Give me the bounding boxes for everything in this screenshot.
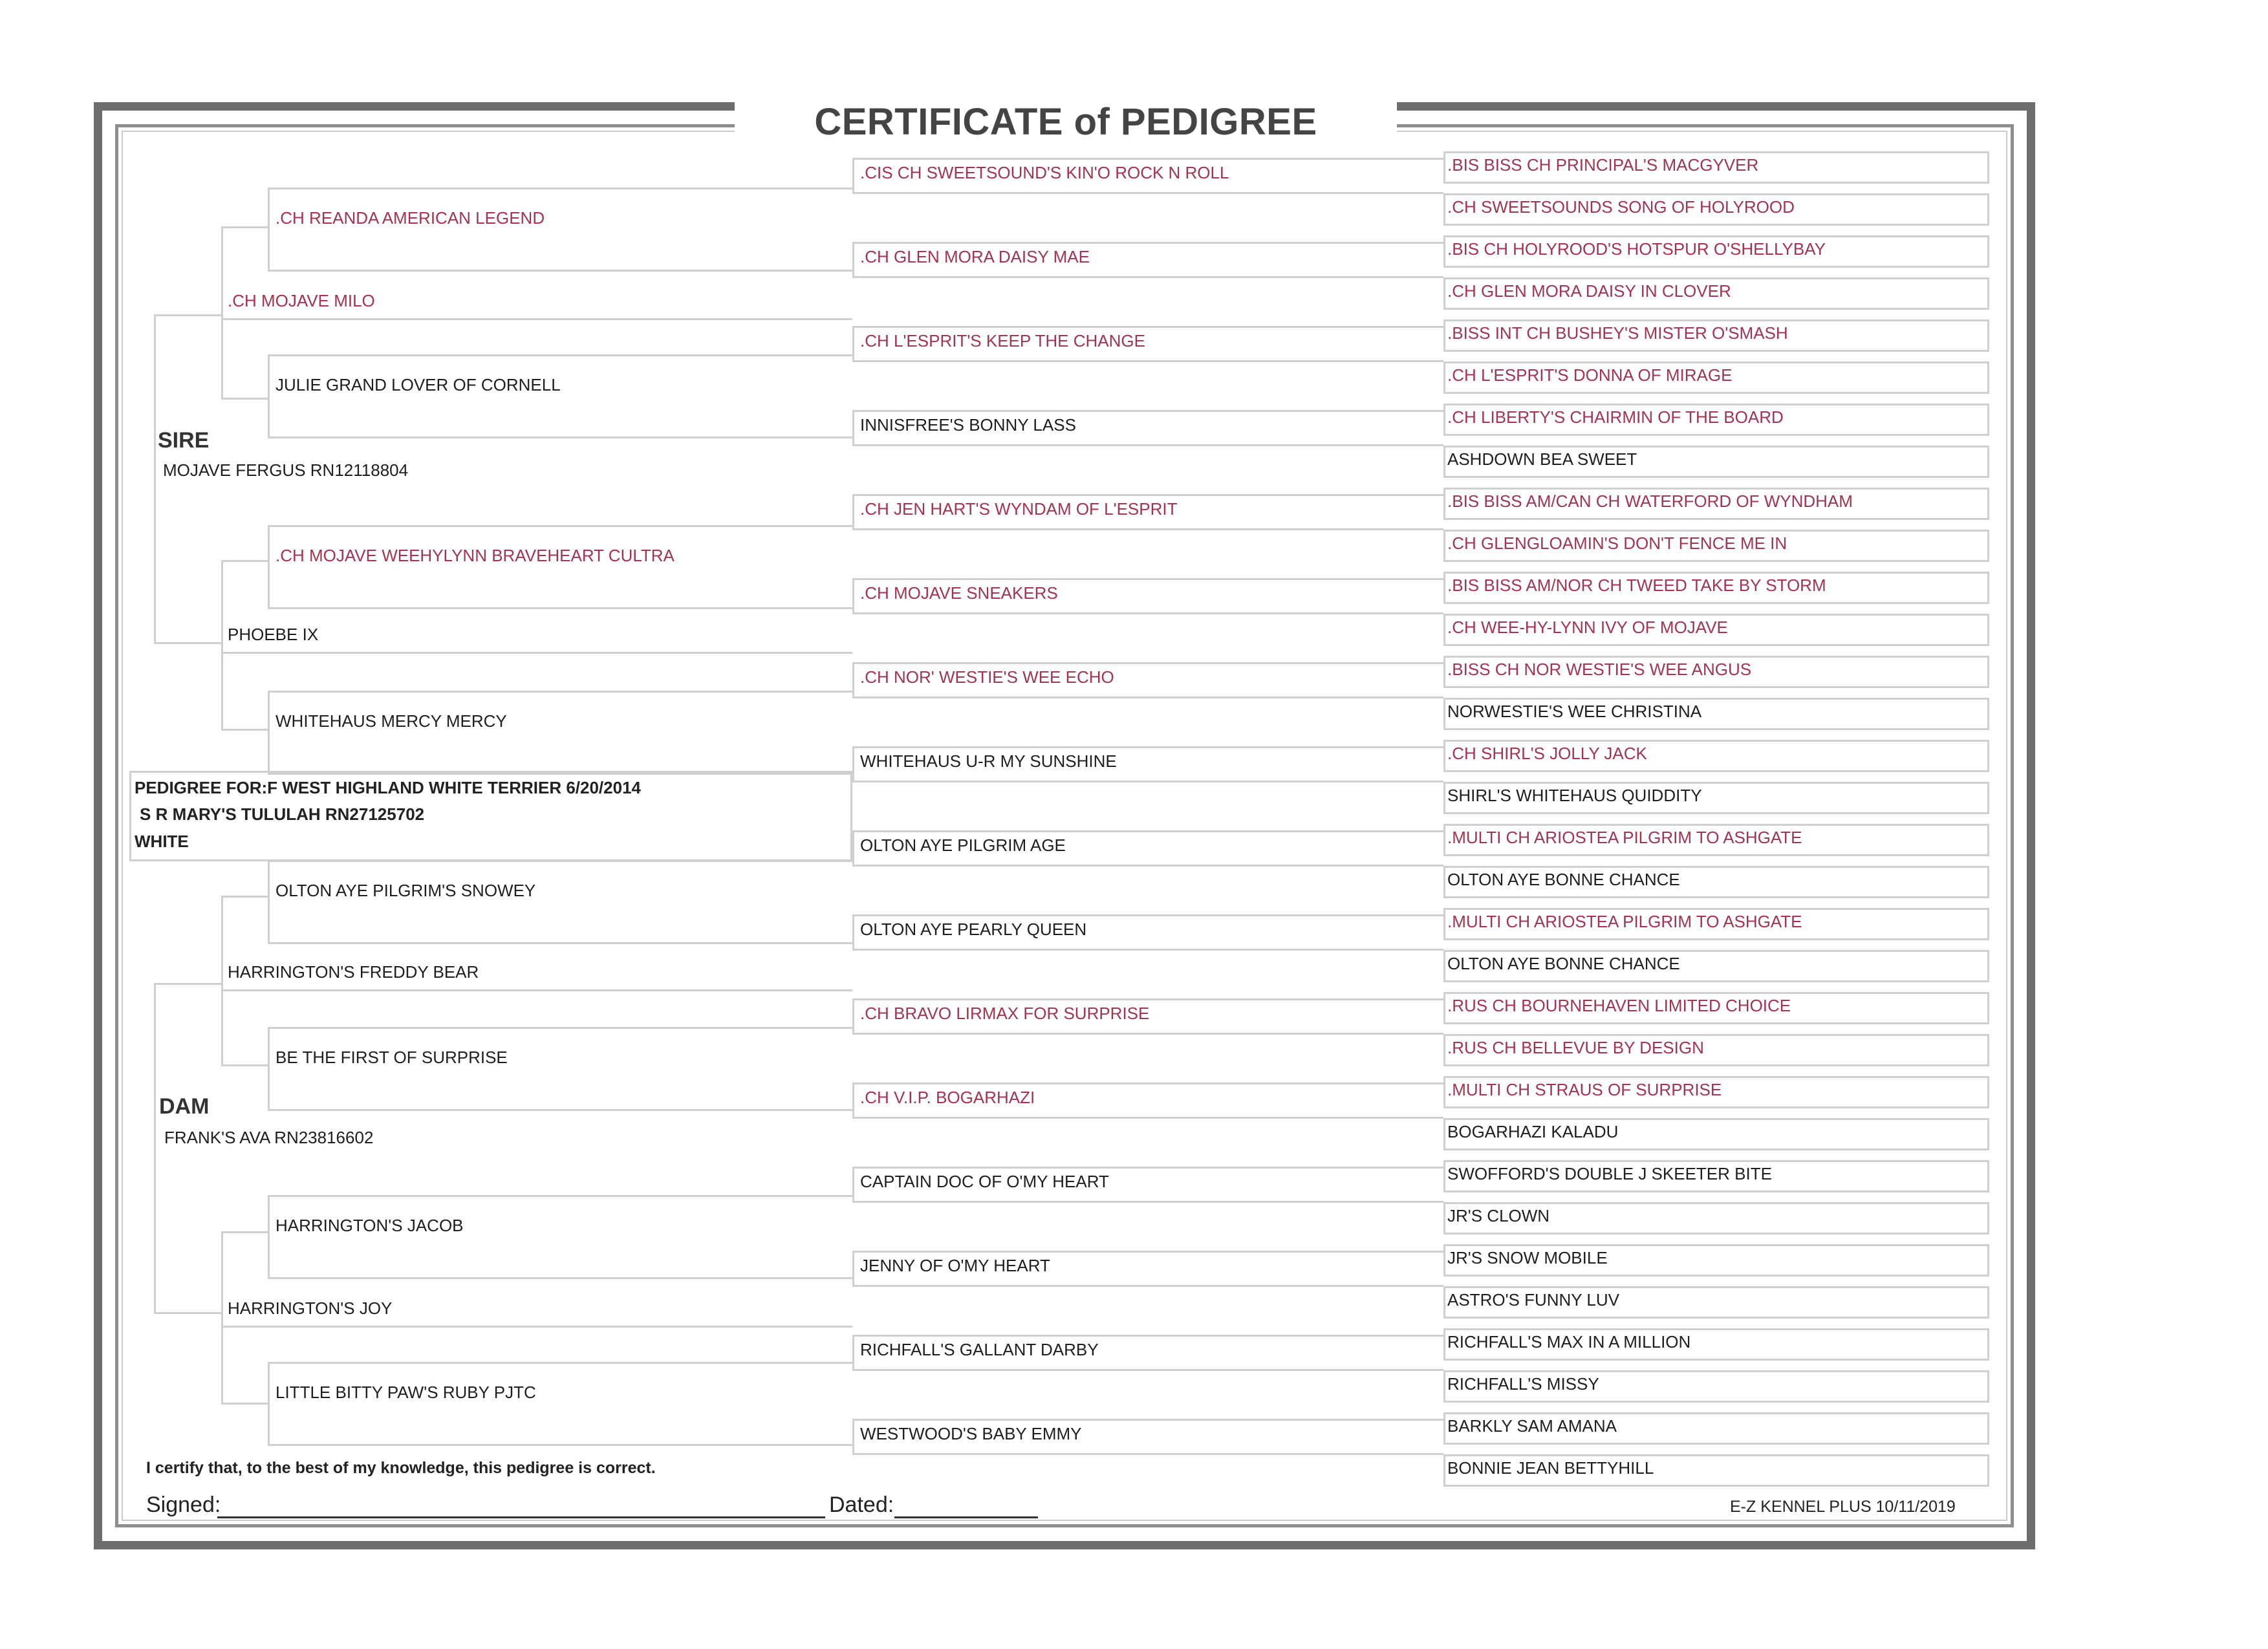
signature-line[interactable] (217, 1516, 825, 1518)
gen5-ancestor-name: JR'S SNOW MOBILE (1447, 1248, 1608, 1267)
gen5-ancestor-name: .BISS CH NOR WESTIE'S WEE ANGUS (1447, 660, 1752, 679)
gen5-ancestor-name: OLTON AYE BONNE CHANCE (1447, 954, 1680, 973)
gen4-ancestor-name: .CH MOJAVE SNEAKERS (860, 583, 1058, 603)
gen2-connector (221, 1231, 268, 1405)
gen5-ancestor-name: NORWESTIE'S WEE CHRISTINA (1447, 702, 1702, 721)
dated-label: Dated: (829, 1493, 894, 1517)
gen2-rule (221, 989, 852, 991)
gen2-connector (221, 560, 268, 731)
gen5-ancestor-name: RICHFALL'S MISSY (1447, 1374, 1599, 1394)
grandparent-name: PHOEBE IX (228, 625, 319, 644)
gen5-ancestor-name: .BISS INT CH BUSHEY'S MISTER O'SMASH (1447, 323, 1788, 343)
gen5-ancestor-name: ASHDOWN BEA SWEET (1447, 449, 1637, 469)
gen5-ancestor-name: .CH WEE-HY-LYNN IVY OF MOJAVE (1447, 618, 1728, 637)
gen4-ancestor-name: .CH GLEN MORA DAISY MAE (860, 247, 1090, 266)
gen5-ancestor-name: JR'S CLOWN (1447, 1206, 1550, 1225)
dam-connector (154, 983, 221, 1314)
dog-color: WHITE (135, 832, 189, 851)
certification-statement: I certify that, to the best of my knowledge, this pedigree is correct. (146, 1459, 656, 1477)
grandparent-name: HARRINGTON'S FREDDY BEAR (228, 962, 479, 982)
gen4-ancestor-name: WESTWOOD'S BABY EMMY (860, 1424, 1082, 1443)
software-footer: E-Z KENNEL PLUS 10/11/2019 (1730, 1498, 1956, 1516)
gen4-ancestor-name: .CH BRAVO LIRMAX FOR SURPRISE (860, 1004, 1150, 1023)
gen5-ancestor-name: .CH GLENGLOAMIN'S DON'T FENCE ME IN (1447, 534, 1787, 553)
pedigree-for-line1: PEDIGREE FOR:F WEST HIGHLAND WHITE TERRIER 6/20/2014 (135, 778, 641, 797)
gen4-ancestor-name: RICHFALL'S GALLANT DARBY (860, 1340, 1099, 1359)
gen3-connector (268, 354, 852, 438)
gen5-ancestor-name: .MULTI CH STRAUS OF SURPRISE (1447, 1080, 1722, 1099)
gen5-ancestor-name: BONNIE JEAN BETTYHILL (1447, 1458, 1654, 1478)
gen5-ancestor-name: ASTRO'S FUNNY LUV (1447, 1290, 1619, 1310)
gen5-ancestor-name: .MULTI CH ARIOSTEA PILGRIM TO ASHGATE (1447, 828, 1802, 847)
gen3-connector (268, 691, 852, 775)
gen4-ancestor-name: .CH L'ESPRIT'S KEEP THE CHANGE (860, 331, 1145, 350)
gen3-connector (268, 525, 852, 609)
gen4-ancestor-name: CAPTAIN DOC OF O'MY HEART (860, 1172, 1109, 1191)
gen4-ancestor-name: .CH NOR' WESTIE'S WEE ECHO (860, 667, 1114, 687)
gen2-rule (221, 652, 852, 654)
great-grandparent-name: WHITEHAUS MERCY MERCY (275, 711, 507, 731)
gen2-rule (221, 1326, 852, 1328)
gen5-ancestor-name: .BIS BISS CH PRINCIPAL'S MACGYVER (1447, 155, 1759, 175)
gen3-connector (268, 1195, 852, 1279)
gen5-ancestor-name: SHIRL'S WHITEHAUS QUIDDITY (1447, 786, 1702, 805)
gen5-ancestor-name: SWOFFORD'S DOUBLE J SKEETER BITE (1447, 1164, 1772, 1183)
gen4-ancestor-name: OLTON AYE PILGRIM AGE (860, 835, 1066, 855)
gen4-ancestor-name: JENNY OF O'MY HEART (860, 1256, 1050, 1275)
gen4-ancestor-name: WHITEHAUS U-R MY SUNSHINE (860, 751, 1117, 771)
gen5-ancestor-name: .MULTI CH ARIOSTEA PILGRIM TO ASHGATE (1447, 912, 1802, 931)
gen4-ancestor-name: OLTON AYE PEARLY QUEEN (860, 920, 1087, 939)
dam-label: DAM (159, 1094, 210, 1119)
grandparent-name: HARRINGTON'S JOY (228, 1299, 393, 1318)
date-line[interactable] (894, 1516, 1038, 1518)
great-grandparent-name: LITTLE BITTY PAW'S RUBY PJTC (275, 1383, 536, 1402)
gen5-ancestor-name: .CH SHIRL'S JOLLY JACK (1447, 744, 1647, 763)
certificate-title: CERTIFICATE of PEDIGREE (814, 101, 1317, 143)
grandparent-name: .CH MOJAVE MILO (228, 291, 375, 310)
gen5-ancestor-name: OLTON AYE BONNE CHANCE (1447, 870, 1680, 889)
great-grandparent-name: JULIE GRAND LOVER OF CORNELL (275, 375, 561, 394)
sire-label: SIRE (158, 428, 210, 453)
dam-name: FRANK'S AVA RN23816602 (164, 1128, 374, 1147)
gen5-ancestor-name: .CH SWEETSOUNDS SONG OF HOLYROOD (1447, 197, 1795, 217)
gen5-ancestor-name: .BIS CH HOLYROOD'S HOTSPUR O'SHELLYBAY (1447, 239, 1826, 259)
gen5-ancestor-name: .BIS BISS AM/NOR CH TWEED TAKE BY STORM (1447, 576, 1826, 595)
gen2-rule (221, 318, 852, 320)
gen5-ancestor-name: RICHFALL'S MAX IN A MILLION (1447, 1332, 1691, 1352)
gen2-connector (221, 226, 268, 400)
gen3-connector (268, 1362, 852, 1446)
gen5-ancestor-name: .RUS CH BOURNEHAVEN LIMITED CHOICE (1447, 996, 1791, 1015)
gen3-connector (268, 188, 852, 272)
gen3-connector (268, 860, 852, 944)
great-grandparent-name: HARRINGTON'S JACOB (275, 1216, 464, 1235)
gen5-ancestor-name: .RUS CH BELLEVUE BY DESIGN (1447, 1038, 1704, 1057)
gen4-ancestor-name: .CIS CH SWEETSOUND'S KIN'O ROCK N ROLL (860, 163, 1229, 182)
gen5-ancestor-name: BARKLY SAM AMANA (1447, 1416, 1617, 1436)
gen3-connector (268, 1027, 852, 1111)
gen5-ancestor-name: .BIS BISS AM/CAN CH WATERFORD OF WYNDHAM (1447, 491, 1853, 511)
great-grandparent-name: .CH MOJAVE WEEHYLYNN BRAVEHEART CULTRA (275, 546, 675, 565)
gen5-ancestor-name: BOGARHAZI KALADU (1447, 1122, 1619, 1141)
great-grandparent-name: BE THE FIRST OF SURPRISE (275, 1048, 508, 1067)
great-grandparent-name: .CH REANDA AMERICAN LEGEND (275, 208, 545, 228)
sire-name: MOJAVE FERGUS RN12118804 (163, 460, 409, 480)
gen4-ancestor-name: INNISFREE'S BONNY LASS (860, 415, 1076, 435)
gen5-ancestor-name: .CH L'ESPRIT'S DONNA OF MIRAGE (1447, 365, 1733, 385)
gen4-ancestor-name: .CH JEN HART'S WYNDAM OF L'ESPRIT (860, 499, 1178, 519)
great-grandparent-name: OLTON AYE PILGRIM'S SNOWEY (275, 881, 536, 900)
gen4-ancestor-name: .CH V.I.P. BOGARHAZI (860, 1088, 1035, 1107)
gen5-ancestor-name: .CH GLEN MORA DAISY IN CLOVER (1447, 281, 1731, 301)
gen5-ancestor-name: .CH LIBERTY'S CHAIRMIN OF THE BOARD (1447, 407, 1784, 427)
dog-registered-name: S R MARY'S TULULAH RN27125702 (140, 804, 425, 824)
signed-label: Signed: (146, 1493, 221, 1517)
